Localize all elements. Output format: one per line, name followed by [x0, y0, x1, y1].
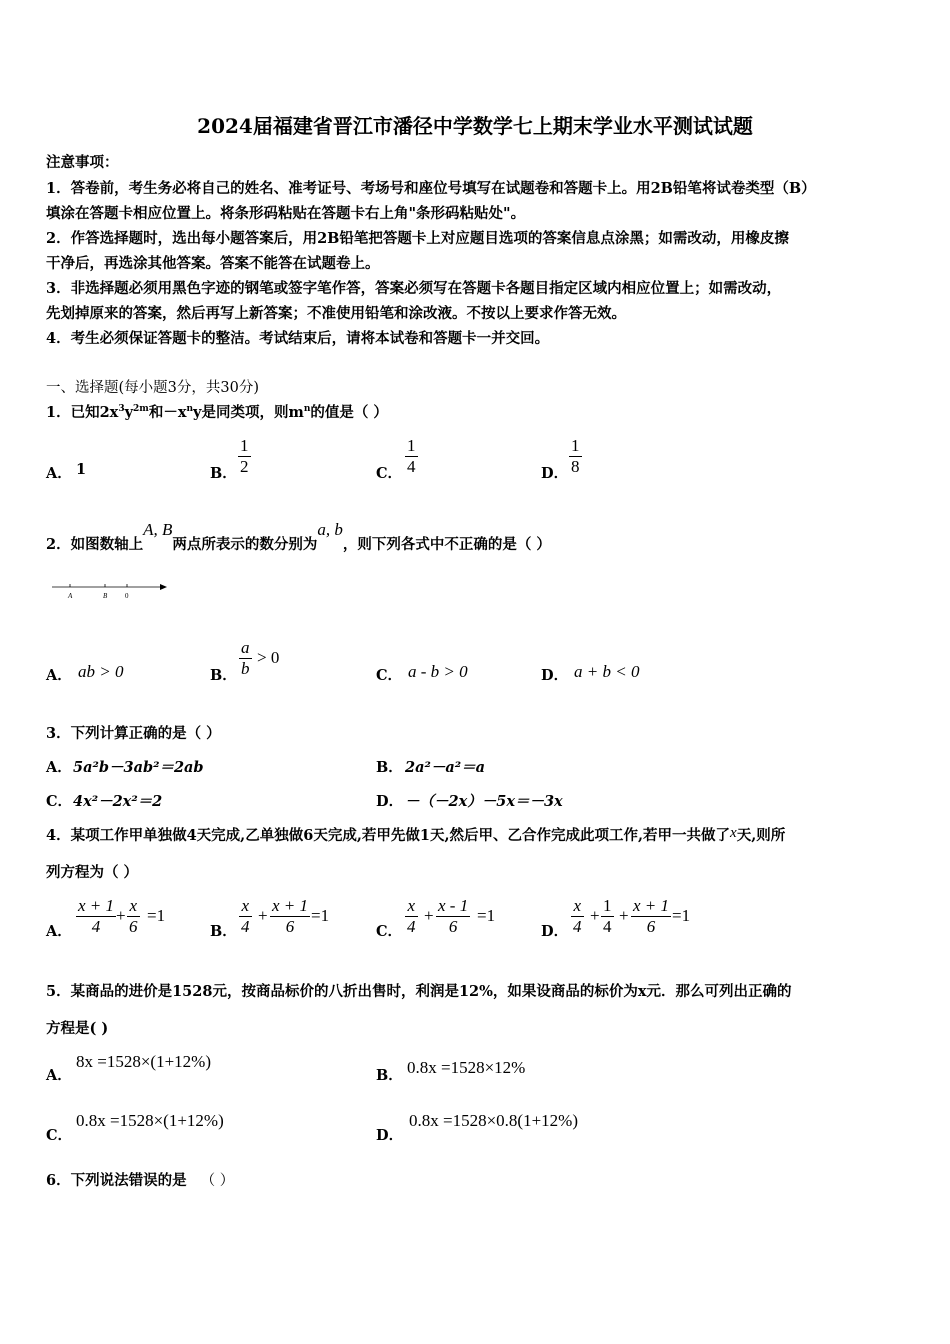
option-label: B．	[210, 923, 237, 940]
option-label: A．	[46, 923, 72, 940]
fraction: $\frac{x}{4}$	[573, 896, 582, 936]
fraction: $\frac{1}{4}$	[603, 896, 612, 936]
plus-sign: +	[116, 906, 126, 925]
option-label: B．	[376, 759, 403, 776]
question-2-stem: 2．如图数轴上A, B两点所表示的数分别为a, b，则下列各式中不正确的是（ ）	[46, 520, 551, 553]
notice-heading: 注意事项：	[46, 154, 119, 171]
fraction: $\frac{x + 1}{6}$	[272, 896, 309, 936]
option-label: A．	[46, 1067, 72, 1084]
notice-line: 先划掉原来的答案，然后再写上新答案；不准使用铅笔和涂改液。不按以上要求作答无效。	[46, 305, 626, 322]
fraction: $\frac{1}{4}$	[407, 436, 416, 476]
fraction: $\frac{a}{b}$	[241, 638, 250, 678]
fraction: $\frac{x}{4}$	[241, 896, 250, 936]
option-label: A．	[46, 465, 72, 482]
number-line-figure	[52, 578, 172, 602]
fraction: $\frac{x + 1}{4}$	[78, 896, 115, 936]
option-c-expr: 0.8x =1528×(1+12%)	[76, 1111, 224, 1130]
option-label: D．	[541, 667, 569, 684]
option-a-expr: 8x =1528×(1+12%)	[76, 1052, 211, 1071]
option-a-value: 1	[76, 461, 87, 478]
notice-line: 1．答卷前，考生务必将自己的姓名、准考证号、考场号和座位号填写在试题卷和答题卡上。用2B铅笔将试卷类型（B）	[46, 180, 816, 197]
question-6-stem: 6．下列说法错误的是 （ ）	[46, 1172, 235, 1189]
option-a-expr: 5a²b－3ab²＝2ab	[73, 759, 204, 776]
notice-line: 干净后，再选涂其他答案。答案不能答在试题卷上。	[46, 255, 380, 272]
fraction: $\frac{1}{8}$	[571, 436, 580, 476]
fraction: $\frac{1}{2}$	[240, 436, 249, 476]
notice-line: 填涂在答题卡相应位置上。将条形码粘贴在答题卡右上角"条形码粘贴处"。	[46, 205, 526, 222]
question-4-stem-cont: 列方程为（ ）	[46, 864, 139, 881]
fraction: $\frac{x - 1}{6}$	[438, 896, 469, 936]
option-label: C．	[46, 1127, 73, 1144]
page-title: 2024届福建省晋江市潘径中学数学七上期末学业水平测试试题	[197, 114, 753, 138]
question-3-stem: 3．下列计算正确的是（ ）	[46, 725, 221, 742]
question-1-stem: 1．已知$2x^3y^{2m}$和$-x^ny$是同类项，则$m^n$的值是（ ）	[46, 404, 388, 421]
option-b-tail: > 0	[257, 648, 280, 667]
option-label: C．	[376, 465, 403, 482]
question-5-stem: 5．某商品的进价是1528元，按商品标价的八折出售时，利润是12%，如果设商品的标价为x元．那么可列出正确的	[46, 983, 792, 1000]
plus-sign: +	[424, 906, 434, 925]
option-c-expr: 4x²－2x²＝2	[73, 793, 163, 810]
axis-label-zero: 0	[125, 592, 129, 600]
equals-one: =1	[672, 906, 691, 925]
option-label: C．	[46, 793, 73, 810]
option-b-expr: 0.8x =1528×12%	[407, 1058, 526, 1077]
option-b-expr: 2a²－a²＝a	[405, 759, 485, 776]
option-label: B．	[376, 1067, 403, 1084]
plus-sign: +	[590, 906, 600, 925]
question-5-stem-cont: 方程是( )	[46, 1020, 109, 1037]
equals-one: =1	[311, 906, 330, 925]
notice-line: 3．非选择题必须用黑色字迹的钢笔或签字笔作答，答案必须写在答题卡各题目指定区域内相应位置上；如需改动，	[46, 280, 782, 297]
plus-sign: +	[619, 906, 629, 925]
section-heading: 一、选择题(每小题3分，共30分)	[46, 380, 259, 396]
option-label: C．	[376, 667, 403, 684]
equals-one: =1	[477, 906, 496, 925]
option-a-expr: ab > 0	[78, 662, 124, 681]
option-label: A．	[46, 667, 72, 684]
equals-one: =1	[147, 906, 166, 925]
plus-sign: +	[258, 906, 268, 925]
fraction: $\frac{x}{6}$	[129, 896, 138, 936]
option-label: A．	[46, 759, 72, 776]
option-label: B．	[210, 465, 237, 482]
option-label: D．	[376, 793, 404, 810]
option-d-expr: －（－2x）－5x＝－3x	[405, 793, 563, 810]
option-label: D．	[541, 465, 569, 482]
notice-line: 2．作答选择题时，选出每小题答案后，用2B铅笔把答题卡上对应题目选项的答案信息点涂黑；如需改动，用橡皮擦	[46, 230, 789, 247]
axis-label-b: B	[103, 592, 108, 600]
option-c-expr: a - b > 0	[408, 662, 468, 681]
option-label: D．	[541, 923, 569, 940]
axis-label-a: A	[68, 592, 73, 600]
option-label: D．	[376, 1127, 404, 1144]
option-label: B．	[210, 667, 237, 684]
option-label: C．	[376, 923, 403, 940]
notice-line: 4．考生必须保证答题卡的整洁。考试结束后，请将本试卷和答题卡一并交回。	[46, 330, 550, 347]
option-d-expr: 0.8x =1528×0.8(1+12%)	[409, 1111, 578, 1130]
fraction: $\frac{x + 1}{6}$	[633, 896, 670, 936]
option-d-expr: a + b < 0	[574, 662, 640, 681]
question-4-stem: 4．某项工作甲单独做4天完成,乙单独做6天完成,若甲先做1天,然后甲、乙合作完成此项工作,若甲一共做了x天,则所	[46, 825, 786, 844]
fraction: $\frac{x}{4}$	[407, 896, 416, 936]
